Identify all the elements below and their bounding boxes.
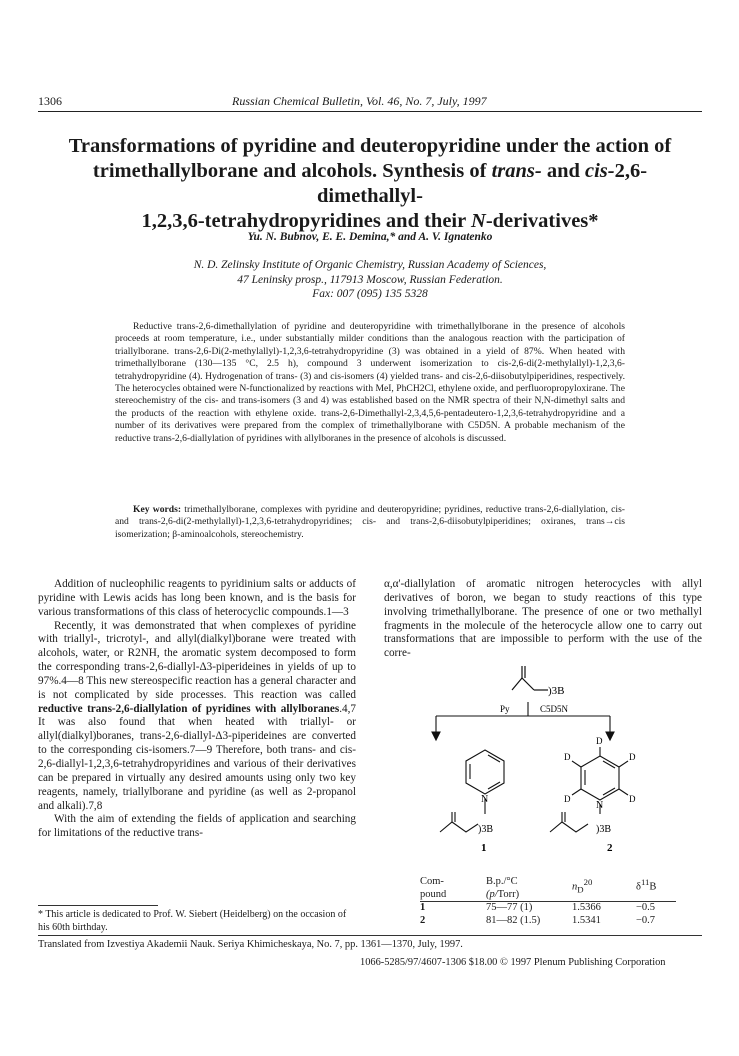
authors: Yu. N. Bubnov, E. E. Demina,* and A. V. Ignatenko xyxy=(247,231,493,243)
copyright-line: 1066-5285/97/4607-1306 $18.00 © 1997 Plenum Publishing Corporation xyxy=(360,957,666,968)
title-text: 1,2,3,6-tetrahydropyridines and their xyxy=(141,210,471,232)
paragraph-text: Recently, it was demonstrated that when complexes of pyridine with triallyl-, tricrotyl-, and allyl(dialkyl)borane were treated with alcohols, water, or R2NH, the aromatic system decomposed to form the corresponding trans-2,6-diallyl-Δ3-piperideines in yields of up to 97%.4—8 This new stereospecific reaction has a general character and is not complicated by side processes. This reaction was called xyxy=(38,619,356,701)
paragraph xyxy=(38,620,356,814)
table-cell: 75—77 (1) xyxy=(486,901,572,915)
compound-2-structure xyxy=(550,747,628,832)
arrow-label-c5d5n: C5D5N xyxy=(540,704,569,714)
abstract: Reductive trans-2,6-dimethallylation of pyridine and deuteropyridine with trimethallylborane in the presence of alcohols proceeds at room temperature, i.e., under substantially milder conditions than the analogous reaction with the participation of triallylborane. trans-2,6-Di(2-methylallyl)-1,2,3,6-tetrahydropyridine (3) was obtained in a yield of 87%. When heated with trimethallylborane (130—135 °C, 2.5 h), compound 3 underwent isomerization to cis-2,6-di(2-methylallyl)-1,2,3,6-tetrahydropyridine (4). Hydrogenation of trans- (3) and cis-isomers (4) yielded trans- and cis-2,6-diisobutylpiperidines, respectively. The heterocycles obtained were N-functionalized by reactions with MeI, PhCH2Cl, ethylene oxide, and perfluoropropyloxirane. The stereochemistry of the cis- and trans-isomers (3 and 4) was established based on the NMR spectra of their N,N-dimethyl salts and the products of the reaction with ethylene oxide. trans-2,6-Dimethallyl-2,3,4,5,6-pentadeutero-1,2,3,6-tetrahydropyridine and a number of its derivatives were prepared from the complex of trimethallylborane with C5D5N. A probable mechanism of the reductive trans-2,6-diallylation of pyridines with allylboranes in the presence of alcohols is discussed. xyxy=(115,321,625,444)
footnote: * This article is dedicated to Prof. W. Siebert (Heidelberg) on the occasion of his 60th birthday. xyxy=(38,909,347,933)
table-header: $n_D^{20}$ xyxy=(572,877,593,895)
table-cell: 81—82 (1.5) xyxy=(486,914,541,926)
arrow-label-py: Py xyxy=(500,704,510,714)
paragraph-text: .4,7 It was also found that when heated with triallyl- or allyl(dialkyl)boranes, trans-2,6-diallyl-Δ3-piperideines are converted to the corresponding cis-isomers.7—9 Therefore, both trans- and cis-2,6-diallyl-1,2,3,6-tetrahydropyridines and various of their derivatives can be prepared in virtually any desired amounts using only two key reagents, namely, triallylborane and pyridine (as well as 2-propanol and alkali).7,8 xyxy=(38,702,356,812)
footnote-rule xyxy=(38,905,158,906)
title-text: trimethallylborane and alcohols. Synthesis of xyxy=(92,160,492,182)
page-number: 1306 xyxy=(38,94,62,108)
keywords-text: trimethallylborane, complexes with pyridine and deuteropyridine; pyridines, reductive trans-2,6-diallylation, cis- and trans-2,6-di(2-methylallyl)-1,2,3,6-tetrahydropyridines; cis- and trans-2,6-diisobutylpiperidines; oxiranes, trans→cis isomerization; β-aminoalcohols, stereochemistry. xyxy=(115,504,625,540)
title-italic: cis- xyxy=(585,160,615,182)
n-label: N xyxy=(596,800,604,811)
paragraph-bold: reductive trans-2,6-diallylation of pyridines with allylboranes xyxy=(38,702,340,715)
n-label: N xyxy=(481,794,489,805)
affiliation-line: 47 Leninsky prosp., 117913 Moscow, Russian Federation. xyxy=(237,273,503,286)
table-header-row xyxy=(420,876,676,901)
journal-header: Russian Chemical Bulletin, Vol. 46, No. 7, July, 1997 xyxy=(232,94,487,108)
keywords xyxy=(115,504,625,541)
affiliation-line: N. D. Zelinsky Institute of Organic Chemistry, Russian Academy of Sciences, xyxy=(193,259,547,271)
table-header: B.p./°C (p/Torr) xyxy=(486,876,520,900)
affiliation xyxy=(40,258,700,302)
paragraph: Addition of nucleophilic reagents to pyridinium salts or adducts of pyridine with Lewis acids has long been known, and is the basis for various transformations of this class of heterocyclic compounds.1—3 xyxy=(38,578,356,618)
title-line-1: Transformations of pyridine and deuteropyridine under the action of xyxy=(68,135,672,157)
compound-1-structure xyxy=(440,750,504,832)
table-row xyxy=(420,901,676,915)
title-text: 2,6-dimethallyl- xyxy=(317,160,648,207)
table-row xyxy=(420,915,676,928)
d-label: D xyxy=(629,794,636,804)
paragraph: With the aim of extending the fields of application and searching for limitations of the reductive trans- xyxy=(38,813,356,840)
title-italic: trans- xyxy=(491,160,542,182)
keywords-label: Key words: xyxy=(133,504,182,515)
table-header: $\delta^{11}B$ xyxy=(636,877,657,893)
borane-label-2: )3B xyxy=(596,824,611,835)
borane-label-1: )3B xyxy=(478,824,493,835)
translation-note: Translated from Izvestiya Akademii Nauk. Seriya Khimicheskaya, No. 7, pp. 1361—1370, July, 1997. xyxy=(38,939,463,950)
d-label: D xyxy=(629,752,636,762)
d-label: D xyxy=(564,752,571,762)
table-cell: 1 xyxy=(420,901,486,915)
d-label: D xyxy=(596,736,603,746)
paragraph: α,α'-diallylation of aromatic nitrogen heterocycles with allyl derivatives of boron, we began to study reactions of this type involving trimethallylborane. The presence of one or two methallyl fragments in the molecule of the heterocycle allow one to carry out transformations that are impossible to perform with the use of the corre- xyxy=(384,578,702,660)
affiliation-fax: Fax: 007 (095) 135 5328 xyxy=(312,288,428,300)
bottom-rule xyxy=(38,935,702,936)
title-text: -derivatives* xyxy=(485,210,599,232)
compound-2-number: 2 xyxy=(607,842,613,854)
body-left-column xyxy=(38,578,356,841)
reagent-structure xyxy=(512,666,548,690)
reaction-arrows xyxy=(432,702,614,740)
article-title xyxy=(40,134,700,234)
table-header: Com- pound xyxy=(420,876,447,900)
properties-table xyxy=(420,876,676,927)
d-label: D xyxy=(564,794,571,804)
compound-1-number: 1 xyxy=(481,842,487,854)
table-cell: 2 xyxy=(420,914,426,926)
title-text: and xyxy=(541,160,586,182)
title-line-2 xyxy=(40,159,700,209)
table-cell: −0.5 xyxy=(636,901,676,915)
table-cell: −0.7 xyxy=(636,914,656,926)
title-italic: N xyxy=(471,210,486,232)
table-cell: 1.5366 xyxy=(572,901,636,915)
header-rule xyxy=(38,111,702,112)
reaction-scheme xyxy=(400,648,700,870)
reagent-label: )3B xyxy=(548,685,565,697)
table-cell: 1.5341 xyxy=(572,914,601,926)
